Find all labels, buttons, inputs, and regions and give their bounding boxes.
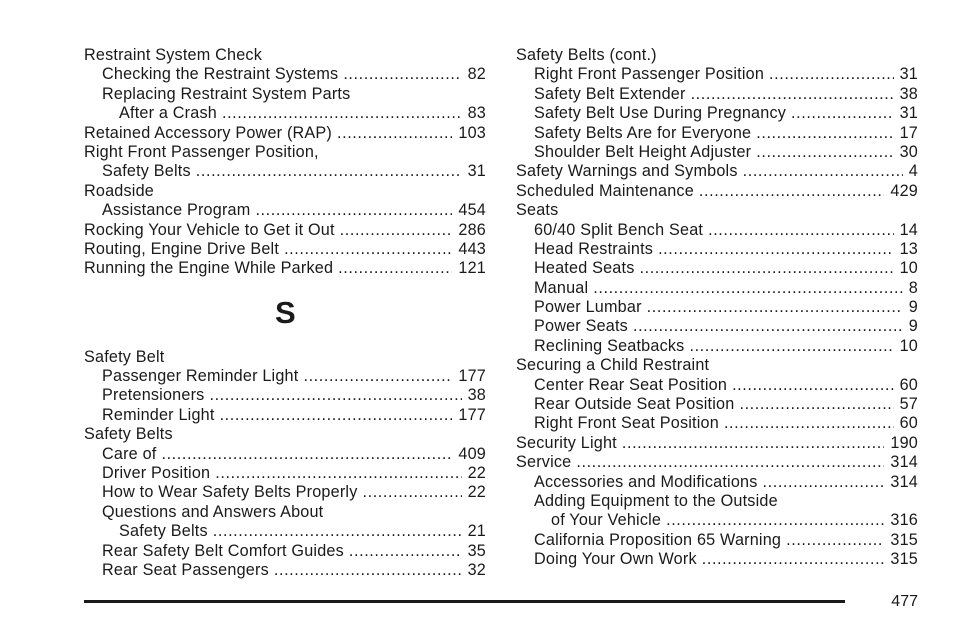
index-subentry — [84, 464, 486, 483]
entry-page-number: 190 — [890, 433, 918, 452]
dot-leader — [702, 550, 885, 569]
index-subentry — [84, 503, 486, 522]
index-subentry — [84, 445, 486, 464]
index-entry — [516, 182, 918, 201]
dot-leader — [274, 561, 462, 580]
dot-leader — [739, 395, 893, 414]
entry-page-number: 9 — [908, 317, 918, 336]
entry-label: Seats — [516, 201, 559, 220]
index-entry — [84, 143, 486, 162]
entry-page-number: 409 — [458, 444, 486, 463]
entry-page-number: 315 — [890, 550, 918, 569]
dot-leader — [732, 376, 894, 395]
index-subentry — [516, 279, 918, 298]
entry-page-number: 4 — [908, 162, 918, 181]
entry-label: Safety Warnings and Symbols — [516, 162, 738, 181]
index-subentry — [84, 104, 486, 123]
dot-leader — [708, 221, 894, 240]
entry-label: Checking the Restraint Systems — [102, 65, 339, 84]
entry-page-number: 315 — [890, 530, 918, 549]
entry-label: Safety Belt — [84, 347, 165, 366]
index-subentry — [516, 143, 918, 162]
entry-page-number: 21 — [467, 522, 486, 541]
index-entry — [516, 162, 918, 181]
entry-label: Passenger Reminder Light — [102, 367, 299, 386]
entry-label: Rocking Your Vehicle to Get it Out — [84, 220, 335, 239]
entry-label: Doing Your Own Work — [534, 550, 697, 569]
dot-leader — [255, 201, 452, 220]
entry-page-number: 286 — [458, 220, 486, 239]
entry-label: Routing, Engine Drive Belt — [84, 239, 280, 258]
dot-leader — [576, 453, 884, 472]
entry-label: Reclining Seatbacks — [534, 336, 685, 355]
entry-label: Driver Position — [102, 464, 211, 483]
dot-leader — [689, 337, 893, 356]
entry-label: Power Lumbar — [534, 298, 642, 317]
dot-leader — [340, 221, 453, 240]
entry-label: Safety Belt Extender — [534, 84, 686, 103]
entry-label: Safety Belts Are for Everyone — [534, 123, 752, 142]
index-subentry — [516, 259, 918, 278]
index-subentry — [84, 386, 486, 405]
dot-leader — [691, 85, 894, 104]
entry-page-number: 83 — [467, 104, 486, 123]
entry-label: After a Crash — [119, 104, 217, 123]
entry-label: Care of — [102, 444, 157, 463]
dot-leader — [161, 445, 452, 464]
entry-page-number: 103 — [458, 123, 486, 142]
index-subentry — [84, 542, 486, 561]
entry-page-number: 32 — [467, 560, 486, 579]
entry-page-number: 22 — [467, 483, 486, 502]
entry-label: 60/40 Split Bench Seat — [534, 220, 704, 239]
index-entry — [516, 453, 918, 472]
dot-leader — [724, 414, 894, 433]
dot-leader — [209, 386, 461, 405]
index-entry — [516, 434, 918, 453]
entry-label: Restraint System Check — [84, 46, 263, 64]
entry-page-number: 454 — [458, 201, 486, 220]
index-subentry — [84, 201, 486, 220]
entry-page-number: 35 — [467, 541, 486, 560]
index-entry — [84, 221, 486, 240]
dot-leader — [756, 143, 893, 162]
index-subentry — [516, 414, 918, 433]
entry-page-number: 8 — [908, 278, 918, 297]
entry-label: Heated Seats — [534, 259, 635, 278]
entry-label: Center Rear Seat Position — [534, 375, 728, 394]
entry-page-number: 177 — [458, 367, 486, 386]
index-entry — [84, 259, 486, 278]
entry-page-number: 316 — [890, 511, 918, 530]
index-subentry — [84, 483, 486, 502]
entry-label: Assistance Program — [102, 201, 251, 220]
index-subentry — [516, 492, 918, 511]
entry-label: of Your Vehicle — [551, 511, 662, 530]
entry-label: Safety Belt Use During Pregnancy — [534, 104, 787, 123]
entry-label: Manual — [534, 278, 589, 297]
dot-leader — [786, 531, 884, 550]
dot-leader — [215, 464, 461, 483]
entry-label: Running the Engine While Parked — [84, 259, 334, 278]
entry-page-number: 17 — [899, 123, 918, 142]
dot-leader — [349, 542, 462, 561]
dot-leader — [666, 511, 884, 530]
entry-page-number: 38 — [467, 386, 486, 405]
index-entry — [84, 46, 486, 65]
entry-label: Right Front Seat Position — [534, 414, 719, 433]
entry-label: Service — [516, 453, 572, 472]
entry-label: Safety Belts — [102, 162, 191, 181]
index-entry — [84, 348, 486, 367]
index-subentry — [84, 561, 486, 580]
entry-page-number: 57 — [899, 395, 918, 414]
index-entry — [84, 425, 486, 444]
entry-page-number: 60 — [899, 375, 918, 394]
dot-leader — [769, 65, 894, 84]
entry-label: Reminder Light — [102, 405, 215, 424]
entry-label: Right Front Passenger Position, — [84, 142, 319, 161]
entry-page-number: 30 — [899, 142, 918, 161]
dot-leader — [658, 240, 894, 259]
index-subentry — [516, 104, 918, 123]
entry-label: Security Light — [516, 433, 617, 452]
dot-leader — [699, 182, 884, 201]
entry-label: Questions and Answers About — [102, 502, 324, 521]
index-entry — [84, 240, 486, 259]
index-subentry — [516, 317, 918, 336]
dot-leader — [343, 65, 461, 84]
index-subentry — [516, 473, 918, 492]
entry-label: California Proposition 65 Warning — [534, 530, 782, 549]
dot-leader — [196, 162, 462, 181]
index-subentry — [516, 240, 918, 259]
index-entry — [84, 124, 486, 143]
entry-label: Head Restraints — [534, 239, 654, 258]
entry-page-number: 10 — [899, 259, 918, 278]
entry-label: Shoulder Belt Height Adjuster — [534, 142, 752, 161]
entry-page-number: 31 — [899, 65, 918, 84]
dot-leader — [743, 162, 903, 181]
entry-label: Rear Safety Belt Comfort Guides — [102, 541, 344, 560]
section-letter: S — [275, 294, 296, 330]
index-subentry — [84, 65, 486, 84]
dot-leader — [222, 104, 462, 123]
index-subentry — [516, 531, 918, 550]
entry-page-number: 14 — [899, 220, 918, 239]
dot-leader — [213, 522, 462, 541]
index-entry — [516, 356, 918, 375]
dot-leader — [633, 317, 903, 336]
index-subentry — [84, 522, 486, 541]
index-subentry — [84, 406, 486, 425]
dot-leader — [337, 124, 452, 143]
entry-label: Securing a Child Restraint — [516, 356, 710, 375]
index-subentry — [84, 162, 486, 181]
entry-page-number: 31 — [899, 104, 918, 123]
index-subentry — [516, 395, 918, 414]
index-subentry — [84, 85, 486, 104]
entry-label: Power Seats — [534, 317, 628, 336]
dot-leader — [640, 259, 894, 278]
dot-leader — [303, 367, 452, 386]
entry-page-number: 314 — [890, 453, 918, 472]
entry-label: Scheduled Maintenance — [516, 181, 694, 200]
entry-page-number: 31 — [467, 162, 486, 181]
entry-page-number: 82 — [467, 65, 486, 84]
dot-leader — [791, 104, 894, 123]
index-subentry — [516, 124, 918, 143]
index-subentry — [516, 550, 918, 569]
dot-leader — [593, 279, 903, 298]
dot-leader — [220, 406, 453, 425]
entry-label: Replacing Restraint System Parts — [102, 84, 351, 103]
index-column-right — [516, 46, 918, 570]
index-entry — [516, 46, 918, 65]
index-entry — [516, 201, 918, 220]
entry-label: Accessories and Modifications — [534, 472, 758, 491]
dot-leader — [622, 434, 885, 453]
footer-rule — [84, 600, 845, 603]
entry-label: Safety Belts — [84, 425, 173, 444]
entry-page-number: 10 — [899, 336, 918, 355]
index-subentry — [84, 367, 486, 386]
entry-page-number: 314 — [890, 472, 918, 491]
entry-label: Adding Equipment to the Outside — [534, 491, 778, 510]
index-entry — [84, 182, 486, 201]
entry-label: Roadside — [84, 181, 154, 200]
entry-page-number: 22 — [467, 464, 486, 483]
index-subentry — [516, 85, 918, 104]
dot-leader — [763, 473, 885, 492]
index-subentry — [516, 337, 918, 356]
entry-label: Rear Outside Seat Position — [534, 395, 735, 414]
entry-page-number: 9 — [908, 298, 918, 317]
index-subentry — [516, 65, 918, 84]
entry-label: Pretensioners — [102, 386, 205, 405]
dot-leader — [647, 298, 903, 317]
index-column-left — [84, 46, 486, 580]
entry-page-number: 38 — [899, 84, 918, 103]
index-subentry — [516, 298, 918, 317]
entry-page-number: 177 — [458, 405, 486, 424]
entry-label: Safety Belts (cont.) — [516, 46, 657, 64]
entry-page-number: 121 — [458, 259, 486, 278]
entry-label: Right Front Passenger Position — [534, 65, 765, 84]
dot-leader — [756, 124, 893, 143]
index-subentry — [516, 511, 918, 530]
entry-label: Retained Accessory Power (RAP) — [84, 123, 333, 142]
entry-page-number: 429 — [890, 181, 918, 200]
index-subentry — [516, 376, 918, 395]
index-subentry — [516, 221, 918, 240]
entry-page-number: 443 — [458, 239, 486, 258]
entry-label: How to Wear Safety Belts Properly — [102, 483, 358, 502]
entry-label: Safety Belts — [119, 522, 208, 541]
dot-leader — [338, 259, 452, 278]
dot-leader — [363, 483, 462, 502]
entry-label: Rear Seat Passengers — [102, 560, 269, 579]
entry-page-number: 60 — [899, 414, 918, 433]
dot-leader — [284, 240, 452, 259]
page-number: 477 — [891, 593, 918, 610]
entry-page-number: 13 — [899, 239, 918, 258]
